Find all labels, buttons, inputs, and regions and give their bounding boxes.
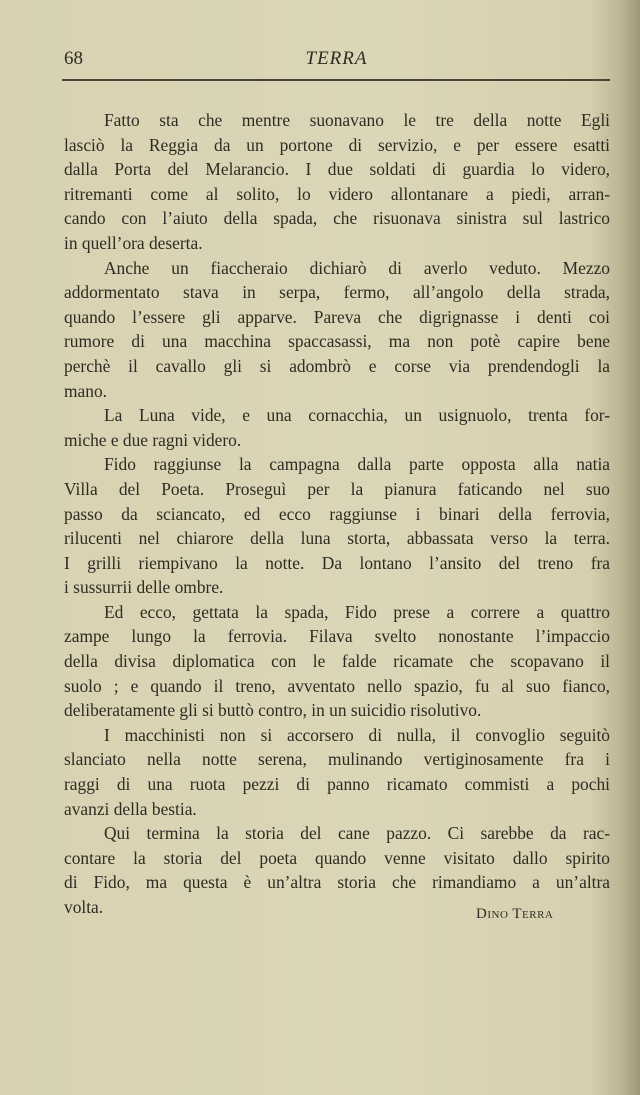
text-line: slanciato nella notte serena, mulinando vertiginosamente fra i bbox=[64, 749, 610, 770]
paragraph bbox=[64, 452, 610, 600]
paragraph bbox=[64, 403, 610, 452]
paragraph bbox=[64, 108, 610, 256]
page-number: 68 bbox=[64, 48, 83, 69]
text-line: dalla Porta del Melarancio. I due soldati di guardia lo videro, bbox=[64, 159, 610, 180]
text-line: Qui termina la storia del cane pazzo. Ci sarebbe da rac- bbox=[104, 823, 610, 844]
text-line: mano. bbox=[64, 380, 107, 401]
text-line: contare la storia del poeta quando venne visitato dallo spirito bbox=[64, 847, 610, 868]
text-line: rumore di una macchina spaccasassi, ma non potè capire bene bbox=[64, 331, 610, 352]
text-line: I macchinisti non si accorsero di nulla, il convoglio seguitò bbox=[104, 724, 610, 745]
header-rule bbox=[62, 79, 610, 81]
text-line: deliberatamente gli si buttò contro, in un suicidio risolutivo. bbox=[64, 700, 482, 721]
paragraph bbox=[64, 600, 610, 723]
text-line: volta. bbox=[64, 897, 104, 917]
text-line: della divisa diplomatica con le falde ricamate che scopavano il bbox=[64, 651, 610, 672]
text-line: raggi di una ruota pezzi di panno ricamato commisti a pochi bbox=[64, 774, 610, 795]
text-line: lasciò la Reggia da un portone di servizio, e per essere esatti bbox=[64, 134, 610, 155]
text-line: addormentato stava in serpa, fermo, all’angolo della strada, bbox=[64, 282, 610, 303]
text-line: Villa del Poeta. Proseguì per la pianura faticando nel suo bbox=[64, 478, 610, 499]
text-line: Ed ecco, gettata la spada, Fido prese a correre a quattro bbox=[104, 601, 610, 622]
text-line: La Luna vide, e una cornacchia, un usignuolo, trenta for- bbox=[104, 405, 610, 426]
text-line: ritremanti come al solito, lo videro allontanare a piedi, arran- bbox=[64, 183, 610, 204]
page-body bbox=[64, 108, 610, 920]
paragraph bbox=[64, 256, 610, 404]
text-line: miche e due ragni videro. bbox=[64, 429, 242, 450]
text-line: passo da sciancato, ed ecco raggiunse i binari della ferrovia, bbox=[64, 503, 610, 524]
page-header bbox=[64, 48, 609, 74]
text-line: perchè il cavallo gli si adombrò e corse via prendendogli la bbox=[64, 355, 610, 376]
paragraph bbox=[64, 723, 610, 821]
text-line: in quell’ora deserta. bbox=[64, 232, 203, 253]
text-line: di Fido, ma questa è un’altra storia che rimandiamo a un’altra bbox=[64, 872, 610, 893]
text-line: rilucenti nel chiarore della luna storta, abbassata verso la terra. bbox=[64, 528, 610, 549]
text-line: suolo ; e quando il treno, avventato nello spazio, fu al suo fianco, bbox=[64, 675, 610, 696]
text-line: quando l’essere gli apparve. Pareva che digrignasse i denti coi bbox=[64, 306, 610, 327]
text-line: Anche un fiaccheraio dichiarò di averlo veduto. Mezzo bbox=[104, 257, 610, 278]
text-line: cando con l’aiuto della spada, che risuonava sinistra sul lastrico bbox=[64, 208, 610, 229]
text-line: Fatto sta che mentre suonavano le tre della notte Egli bbox=[104, 110, 610, 130]
text-line: Fido raggiunse la campagna dalla parte opposta alla natia bbox=[104, 454, 610, 475]
author-signature: Dino Terra bbox=[476, 906, 554, 922]
text-line: avanzi della bestia. bbox=[64, 798, 197, 819]
running-head: TERRA bbox=[305, 48, 368, 69]
paragraph bbox=[64, 821, 610, 919]
text-line: zampe lungo la ferrovia. Filava svelto nonostante l’impaccio bbox=[64, 626, 610, 647]
text-line: i sussurrii delle ombre. bbox=[64, 577, 224, 598]
text-line: I grilli riempivano la notte. Da lontano l’ansito del treno fra bbox=[64, 552, 610, 573]
